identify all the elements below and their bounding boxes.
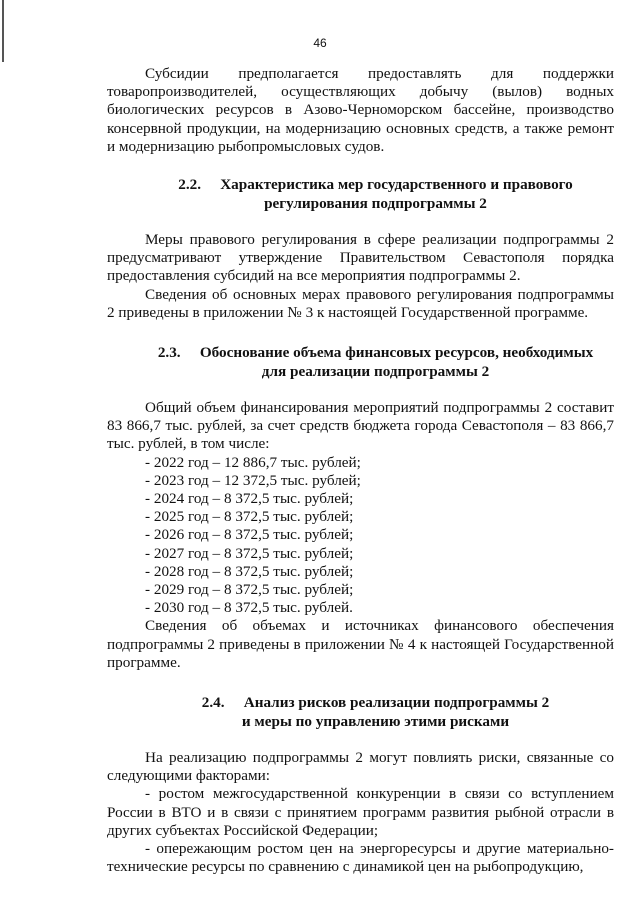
section-number: 2.3. xyxy=(157,344,181,362)
section-number: 2.4. xyxy=(201,694,225,712)
section-title-line2: и меры по управлению этими рисками xyxy=(241,712,510,730)
paragraph-2-2-1: Меры правового регулирования в сфере реализации подпрограммы 2 предусматривают утверждение Правительством Севастополя порядка предоставления субсидий на все мероприятия подпрограммы 2. xyxy=(107,231,614,285)
scan-edge-mark xyxy=(2,0,4,62)
section-title-line1: Анализ рисков реализации подпрограммы 2 xyxy=(243,694,550,712)
list-item: - 2023 год – 12 372,5 тыс. рублей; xyxy=(145,471,361,489)
list-item: - 2029 год – 8 372,5 тыс. рублей; xyxy=(145,581,354,599)
list-item: - 2030 год – 8 372,5 тыс. рублей. xyxy=(145,599,353,617)
section-heading-2-3 xyxy=(107,344,614,381)
funding-by-year-list xyxy=(107,454,614,618)
section-heading-2-4 xyxy=(107,694,614,731)
list-item: - 2025 год – 8 372,5 тыс. рублей; xyxy=(145,508,354,526)
section-heading-2-2 xyxy=(107,176,614,213)
paragraph-2-3-2: Сведения об объемах и источниках финансового обеспечения подпрограммы 2 приведены в приложении № 4 к настоящей Государственной программе. xyxy=(107,617,614,671)
section-title-line1: Характеристика мер государственного и правового xyxy=(220,176,573,194)
list-item: - 2027 год – 8 372,5 тыс. рублей; xyxy=(145,544,354,562)
section-title-line2: для реализации подпрограммы 2 xyxy=(261,362,490,380)
paragraph-2-4-2: - ростом межгосударственной конкуренции в связи со вступлением России в ВТО и в связи с принятием программ развития рыбной отрасли в других субъектах Российской Федерации; xyxy=(107,785,614,839)
paragraph-2-3-1: Общий объем финансирования мероприятий подпрограммы 2 составит 83 866,7 тыс. рублей, за счет средств бюджета города Севастополя – 83 866,7 тыс. рублей, в том числе: xyxy=(107,399,614,453)
paragraph-2-4-3: - опережающим ростом цен на энергоресурсы и другие материально-технические ресурсы по сравнению с динамикой цен на рыбопродукцию, xyxy=(107,840,614,876)
paragraph-subsidies: Субсидии предполагается предоставлять для поддержки товаропроизводителей, осуществляющих добычу (вылов) водных биологических ресурсов в Азово-Черноморском бассейне, производство консервной продукции, на модернизацию основных средств, а также ремонт и модернизацию рыбопромысловых судов. xyxy=(107,65,614,155)
list-item: - 2028 год – 8 372,5 тыс. рублей; xyxy=(145,562,354,580)
section-number: 2.2. xyxy=(178,176,201,194)
section-title-line1: Обоснование объема финансовых ресурсов, необходимых xyxy=(199,344,594,362)
section-title-line2: регулирования подпрограммы 2 xyxy=(264,194,487,212)
paragraph-2-4-1: На реализацию подпрограммы 2 могут повлиять риски, связанные со следующими факторами: xyxy=(107,749,614,785)
list-item: - 2024 год – 8 372,5 тыс. рублей; xyxy=(145,490,354,508)
document-body xyxy=(107,65,614,877)
list-item: - 2026 год – 8 372,5 тыс. рублей; xyxy=(145,526,354,544)
paragraph-2-2-2: Сведения об основных мерах правового регулирования подпрограммы 2 приведены в приложении № 3 к настоящей Государственной программе. xyxy=(107,285,614,321)
page-number: 46 xyxy=(313,36,327,50)
list-item: - 2022 год – 12 886,7 тыс. рублей; xyxy=(145,453,361,471)
